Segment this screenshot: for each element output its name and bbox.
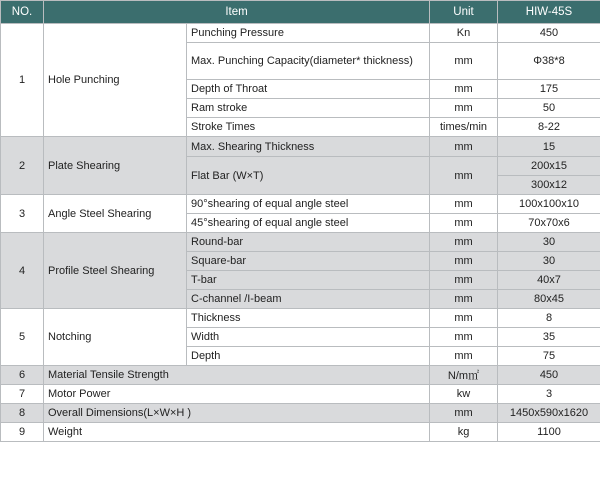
value-cell: 40x7 [498,271,600,290]
item-label: 45°shearing of equal angle steel [187,214,430,233]
value-cell: 35 [498,328,600,347]
header-no: NO. [1,1,44,24]
table-row [1,309,600,328]
value-cell: 450 [498,366,600,385]
table-row [1,137,600,157]
header-item: Item [44,1,430,24]
item-label: Max. Punching Capacity(diameter* thickness) [187,43,430,80]
value-cell: 15 [498,137,600,157]
value-cell: 75 [498,347,600,366]
category-label: Angle Steel Shearing [44,195,187,233]
value-cell: 50 [498,99,600,118]
value-cell: 8-22 [498,118,600,137]
item-label: Depth [187,347,430,366]
unit-cell: mm [430,80,498,99]
value-cell: 3 [498,385,600,404]
header-row [1,1,600,24]
row-number: 1 [1,24,44,137]
value-cell: 30 [498,233,600,252]
unit-cell: mm [430,157,498,195]
value-cell: 200x15 [498,157,600,176]
table-row [1,423,600,442]
category-label: Material Tensile Strength [44,366,430,385]
row-number: 6 [1,366,44,385]
value-cell: 300x12 [498,176,600,195]
unit-cell: mm [430,290,498,309]
category-label: Weight [44,423,430,442]
item-label: Thickness [187,309,430,328]
unit-cell: times/min [430,118,498,137]
row-number: 7 [1,385,44,404]
unit-cell: mm [430,214,498,233]
value-cell: 70x70x6 [498,214,600,233]
unit-cell: mm [430,309,498,328]
value-cell: 175 [498,80,600,99]
item-label: Round-bar [187,233,430,252]
header-model: HIW-45S [498,1,600,24]
value-cell: Φ38*8 [498,43,600,80]
value-cell: 450 [498,24,600,43]
item-label: Punching Pressure [187,24,430,43]
row-number: 4 [1,233,44,309]
category-label: Overall Dimensions(L×W×H ) [44,404,430,423]
unit-cell: N/m㎡ [430,366,498,385]
row-number: 3 [1,195,44,233]
unit-cell: kw [430,385,498,404]
unit-cell: mm [430,347,498,366]
category-label: Hole Punching [44,24,187,137]
item-label: Flat Bar (W×T) [187,157,430,195]
unit-cell: mm [430,252,498,271]
value-cell: 100x100x10 [498,195,600,214]
unit-cell: mm [430,233,498,252]
category-label: Motor Power [44,385,430,404]
item-label: Stroke Times [187,118,430,137]
unit-cell: mm [430,43,498,80]
item-label: T-bar [187,271,430,290]
table-row [1,385,600,404]
unit-cell: mm [430,195,498,214]
unit-cell: Kn [430,24,498,43]
item-label: Ram stroke [187,99,430,118]
item-label: Width [187,328,430,347]
value-cell: 80x45 [498,290,600,309]
value-cell: 1450x590x1620 [498,404,600,423]
row-number: 2 [1,137,44,195]
category-label: Plate Shearing [44,137,187,195]
table-row [1,233,600,252]
table-row [1,195,600,214]
table-row [1,366,600,385]
row-number: 9 [1,423,44,442]
unit-cell: mm [430,271,498,290]
unit-cell: mm [430,99,498,118]
item-label: Square-bar [187,252,430,271]
row-number: 5 [1,309,44,366]
row-number: 8 [1,404,44,423]
item-label: Depth of Throat [187,80,430,99]
unit-cell: mm [430,404,498,423]
unit-cell: mm [430,137,498,157]
header-unit: Unit [430,1,498,24]
unit-cell: mm [430,328,498,347]
item-label: 90°shearing of equal angle steel [187,195,430,214]
category-label: Notching [44,309,187,366]
item-label: C-channel /I-beam [187,290,430,309]
unit-cell: kg [430,423,498,442]
value-cell: 30 [498,252,600,271]
item-label: Max. Shearing Thickness [187,137,430,157]
category-label: Profile Steel Shearing [44,233,187,309]
value-cell: 8 [498,309,600,328]
table-row [1,404,600,423]
value-cell: 1100 [498,423,600,442]
table-row [1,24,600,43]
